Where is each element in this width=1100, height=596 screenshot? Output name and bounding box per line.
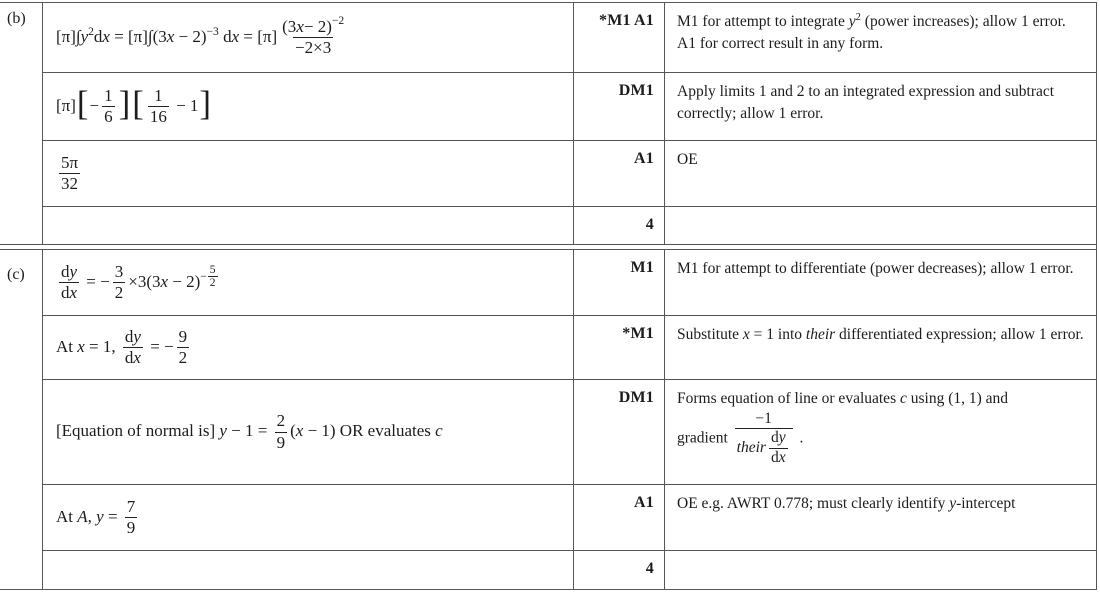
mark-total: 4 — [645, 216, 654, 233]
marks-cell — [574, 485, 665, 550]
part-label-b — [0, 3, 43, 244]
comment-text: Apply limits 1 and 2 to an integrated expression and subtract correctly; allow 1 error. — [677, 83, 1055, 122]
part-b-rows — [43, 3, 1096, 244]
marks-cell — [574, 3, 665, 72]
comment-cell — [665, 551, 1096, 589]
marks-cell — [574, 316, 665, 379]
comment-text: OE e.g. AWRT 0.778; must clearly identify y-intercept — [677, 495, 1016, 512]
comment-cell — [665, 316, 1096, 379]
comment-text: OE — [677, 151, 698, 168]
table-row — [43, 250, 1096, 316]
table-row — [43, 485, 1096, 551]
mark-code: M1 — [630, 259, 654, 276]
comment-cell — [665, 485, 1096, 550]
working-cell — [43, 485, 574, 550]
part-label-text: (b) — [7, 10, 26, 27]
math-expression: [Equation of normal is] y − 1 = $\frac{2}{9}$ (x − 1) OR evaluates c — [56, 411, 443, 452]
mark-scheme-table — [0, 2, 1097, 590]
part-b-section — [0, 3, 1096, 245]
comment-text: M1 for attempt to integrate $y^2$ (power increases); allow 1 error. A1 for correct result in any form. — [677, 12, 1066, 52]
comment-cell — [665, 141, 1096, 206]
table-row — [43, 380, 1096, 485]
math-expression: d y d x = − $\frac{3}{2}$ $\times 3(3x - 2)^{- \frac{5}{2}}$ — [61, 261, 216, 302]
working-cell — [43, 207, 574, 244]
math-expression: At x = 1, d y d x = − $\frac{9}{2}$ — [56, 326, 188, 367]
part-c-rows — [43, 250, 1096, 589]
table-row — [43, 73, 1096, 141]
working-cell — [43, 141, 574, 206]
working-cell — [43, 250, 574, 315]
table-row-total — [43, 551, 1096, 589]
table-row — [43, 316, 1096, 380]
table-row-total — [43, 207, 1096, 244]
comment-text: Substitute x = 1 into their differentiated expression; allow 1 error. — [677, 326, 1084, 343]
mark-code: DM1 — [618, 82, 654, 99]
working-cell — [43, 73, 574, 140]
comment-cell — [665, 73, 1096, 140]
part-c-section — [0, 249, 1096, 589]
part-label-c — [0, 250, 43, 589]
math-expression: At A, y = $\frac{7}{9}$ — [56, 496, 136, 537]
marks-cell — [574, 141, 665, 206]
comment-cell — [665, 3, 1096, 72]
working-cell — [43, 3, 574, 72]
working-cell — [43, 380, 574, 484]
table-row — [43, 141, 1096, 207]
marks-cell — [574, 73, 665, 140]
part-label-text: (c) — [7, 266, 25, 283]
marks-cell — [574, 250, 665, 315]
marks-total-cell — [574, 551, 665, 589]
mark-code: *M1 A1 — [599, 12, 654, 29]
mark-total: 4 — [645, 560, 654, 577]
comment-cell — [665, 207, 1096, 244]
comment-text: M1 for attempt to differentiate (power decreases); allow 1 error. — [677, 260, 1074, 277]
math-expression: [π][− $\frac{1}{6}$ ][ $\frac{1}{16}$ − 1] — [56, 83, 212, 126]
math-expression: $[\pi]\int y^2dx = [\pi]\int(3x - 2)^{-3}$ dx = [π] (3 x − 2) $^{-2}$ −2×3 — [56, 13, 345, 57]
working-cell — [43, 316, 574, 379]
mark-code: DM1 — [618, 389, 654, 406]
marks-cell — [574, 380, 665, 484]
comment-cell — [665, 250, 1096, 315]
mark-code: *M1 — [622, 325, 654, 342]
comment-text: Forms equation of line or evaluates c using (1, 1) and gradient −1 their d y d x . — [677, 390, 1009, 466]
mark-code: A1 — [634, 150, 654, 167]
marks-total-cell — [574, 207, 665, 244]
mark-code: A1 — [634, 494, 654, 511]
math-expression: $\frac{5\pi}{32}$ — [61, 152, 79, 193]
comment-cell — [665, 380, 1096, 484]
table-row — [43, 3, 1096, 73]
working-cell — [43, 551, 574, 589]
